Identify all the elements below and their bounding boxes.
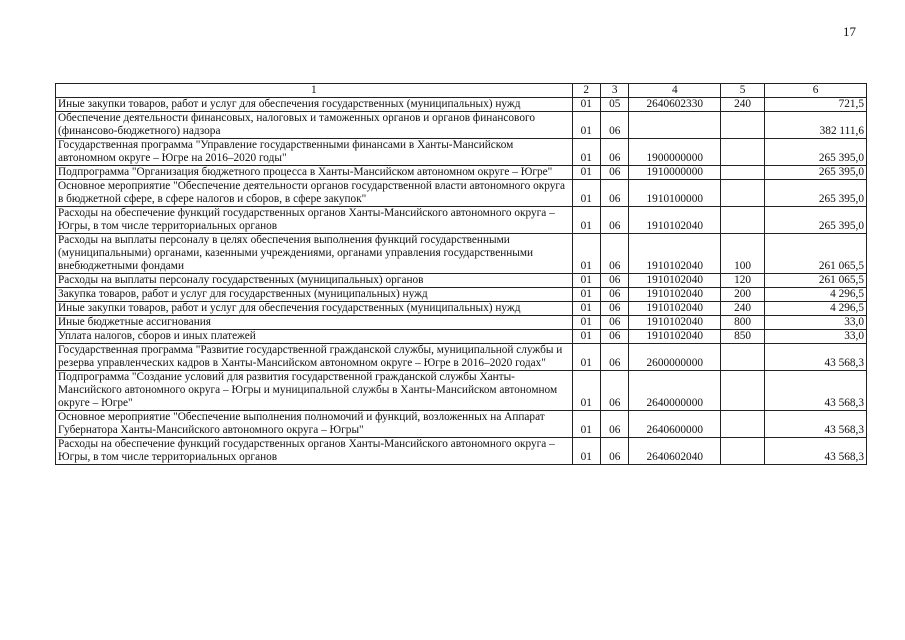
row-razdel: 01 — [572, 180, 600, 207]
row-sum: 265 395,0 — [765, 139, 867, 166]
row-podrazdel: 06 — [600, 288, 628, 302]
row-sum: 43 568,3 — [765, 411, 867, 438]
row-name: Государственная программа "Управление государственными финансами в Ханты-Мансийском автономном округе – Югре на 2016–2020 годы" — [56, 139, 573, 166]
row-sum: 382 111,6 — [765, 112, 867, 139]
row-expense-type: 200 — [721, 288, 765, 302]
row-razdel: 01 — [572, 274, 600, 288]
row-name: Подпрограмма "Создание условий для развития государственной гражданской службы Ханты-Мансийского автономного округа – Югры и муниципальной службы в Ханты-Мансийском автономном округе – Югре" — [56, 371, 573, 411]
row-razdel: 01 — [572, 98, 600, 112]
row-podrazdel: 06 — [600, 316, 628, 330]
row-razdel: 01 — [572, 316, 600, 330]
page-number: 17 — [843, 24, 856, 39]
table-row — [56, 288, 867, 302]
table-row — [56, 438, 867, 465]
row-name: Основное мероприятие "Обеспечение деятельности органов государственной власти автономного округа в бюджетной сфере, в сфере налогов и сборов, в сфере закупок" — [56, 180, 573, 207]
table-row — [56, 344, 867, 371]
row-name: Расходы на выплаты персоналу государственных (муниципальных) органов — [56, 274, 573, 288]
row-name: Обеспечение деятельности финансовых, налоговых и таможенных органов и органов финансового (финансово-бюджетного) надзора — [56, 112, 573, 139]
row-target-code: 2640600000 — [629, 411, 721, 438]
row-podrazdel: 06 — [600, 112, 628, 139]
table-row — [56, 166, 867, 180]
row-razdel: 01 — [572, 438, 600, 465]
row-sum: 265 395,0 — [765, 180, 867, 207]
row-expense-type: 120 — [721, 274, 765, 288]
row-sum: 33,0 — [765, 330, 867, 344]
row-target-code: 2640602040 — [629, 438, 721, 465]
row-podrazdel: 06 — [600, 166, 628, 180]
table-body — [56, 98, 867, 465]
table-row — [56, 274, 867, 288]
row-podrazdel: 06 — [600, 234, 628, 274]
row-target-code: 1900000000 — [629, 139, 721, 166]
row-expense-type — [721, 344, 765, 371]
row-podrazdel: 06 — [600, 438, 628, 465]
row-expense-type — [721, 207, 765, 234]
row-target-code: 1910102040 — [629, 234, 721, 274]
row-expense-type — [721, 180, 765, 207]
table-row — [56, 207, 867, 234]
row-expense-type — [721, 411, 765, 438]
row-target-code — [629, 112, 721, 139]
table-row — [56, 98, 867, 112]
header-col-5: 5 — [721, 84, 765, 98]
table-header — [56, 84, 867, 98]
row-target-code: 1910000000 — [629, 166, 721, 180]
row-target-code: 1910100000 — [629, 180, 721, 207]
row-podrazdel: 06 — [600, 344, 628, 371]
table-row — [56, 411, 867, 438]
budget-table — [55, 83, 867, 465]
header-col-1: 1 — [56, 84, 573, 98]
row-target-code: 1910102040 — [629, 302, 721, 316]
row-sum: 265 395,0 — [765, 166, 867, 180]
row-target-code: 1910102040 — [629, 330, 721, 344]
row-name: Расходы на обеспечение функций государственных органов Ханты-Мансийского автономного округа – Югры, в том числе территориальных органов — [56, 207, 573, 234]
header-col-2: 2 — [572, 84, 600, 98]
row-target-code: 1910102040 — [629, 316, 721, 330]
row-target-code: 1910102040 — [629, 274, 721, 288]
row-name: Уплата налогов, сборов и иных платежей — [56, 330, 573, 344]
row-razdel: 01 — [572, 234, 600, 274]
table-row — [56, 302, 867, 316]
row-expense-type — [721, 139, 765, 166]
row-target-code: 2640000000 — [629, 371, 721, 411]
row-expense-type: 240 — [721, 302, 765, 316]
row-target-code: 1910102040 — [629, 288, 721, 302]
row-razdel: 01 — [572, 112, 600, 139]
row-target-code: 2640602330 — [629, 98, 721, 112]
header-col-3: 3 — [600, 84, 628, 98]
row-podrazdel: 06 — [600, 207, 628, 234]
row-podrazdel: 06 — [600, 411, 628, 438]
row-sum: 33,0 — [765, 316, 867, 330]
header-row — [56, 84, 867, 98]
row-podrazdel: 06 — [600, 139, 628, 166]
row-razdel: 01 — [572, 344, 600, 371]
row-podrazdel: 06 — [600, 274, 628, 288]
row-target-code: 2600000000 — [629, 344, 721, 371]
row-expense-type — [721, 112, 765, 139]
row-razdel: 01 — [572, 371, 600, 411]
row-razdel: 01 — [572, 166, 600, 180]
row-expense-type — [721, 438, 765, 465]
row-name: Иные бюджетные ассигнования — [56, 316, 573, 330]
header-col-4: 4 — [629, 84, 721, 98]
row-razdel: 01 — [572, 288, 600, 302]
row-sum: 4 296,5 — [765, 302, 867, 316]
row-target-code: 1910102040 — [629, 207, 721, 234]
row-podrazdel: 06 — [600, 180, 628, 207]
table-row — [56, 139, 867, 166]
table-row — [56, 371, 867, 411]
row-expense-type — [721, 371, 765, 411]
row-name: Подпрограмма "Организация бюджетного процесса в Ханты-Мансийском автономном округе – Югре" — [56, 166, 573, 180]
header-col-6: 6 — [765, 84, 867, 98]
row-sum: 4 296,5 — [765, 288, 867, 302]
row-razdel: 01 — [572, 411, 600, 438]
row-razdel: 01 — [572, 302, 600, 316]
row-razdel: 01 — [572, 139, 600, 166]
row-sum: 43 568,3 — [765, 438, 867, 465]
row-sum: 261 065,5 — [765, 234, 867, 274]
row-name: Иные закупки товаров, работ и услуг для обеспечения государственных (муниципальных) нужд — [56, 98, 573, 112]
table-row — [56, 316, 867, 330]
row-name: Иные закупки товаров, работ и услуг для обеспечения государственных (муниципальных) нужд — [56, 302, 573, 316]
row-expense-type: 800 — [721, 316, 765, 330]
row-sum: 43 568,3 — [765, 344, 867, 371]
row-name: Расходы на обеспечение функций государственных органов Ханты-Мансийского автономного округа – Югры, в том числе территориальных органов — [56, 438, 573, 465]
row-sum: 43 568,3 — [765, 371, 867, 411]
row-name: Государственная программа "Развитие государственной гражданской службы, муниципальной службы и резерва управленческих кадров в Ханты-Мансийском автономном округе – Югре в 2016–2020 годах" — [56, 344, 573, 371]
row-sum: 261 065,5 — [765, 274, 867, 288]
row-expense-type: 100 — [721, 234, 765, 274]
row-name: Закупка товаров, работ и услуг для государственных (муниципальных) нужд — [56, 288, 573, 302]
table-row — [56, 112, 867, 139]
row-podrazdel: 06 — [600, 302, 628, 316]
row-expense-type — [721, 166, 765, 180]
row-podrazdel: 05 — [600, 98, 628, 112]
row-podrazdel: 06 — [600, 371, 628, 411]
row-name: Расходы на выплаты персоналу в целях обеспечения выполнения функций государственными (муниципальными) органами, казенными учреждениями, органами управления государственными внебюджетными фондами — [56, 234, 573, 274]
row-razdel: 01 — [572, 330, 600, 344]
table-row — [56, 234, 867, 274]
row-sum: 721,5 — [765, 98, 867, 112]
table-row — [56, 180, 867, 207]
row-expense-type: 850 — [721, 330, 765, 344]
row-razdel: 01 — [572, 207, 600, 234]
row-podrazdel: 06 — [600, 330, 628, 344]
table-row — [56, 330, 867, 344]
row-sum: 265 395,0 — [765, 207, 867, 234]
row-expense-type: 240 — [721, 98, 765, 112]
row-name: Основное мероприятие "Обеспечение выполнения полномочий и функций, возложенных на Аппарат Губернатора Ханты-Мансийского автономного округа – Югры" — [56, 411, 573, 438]
